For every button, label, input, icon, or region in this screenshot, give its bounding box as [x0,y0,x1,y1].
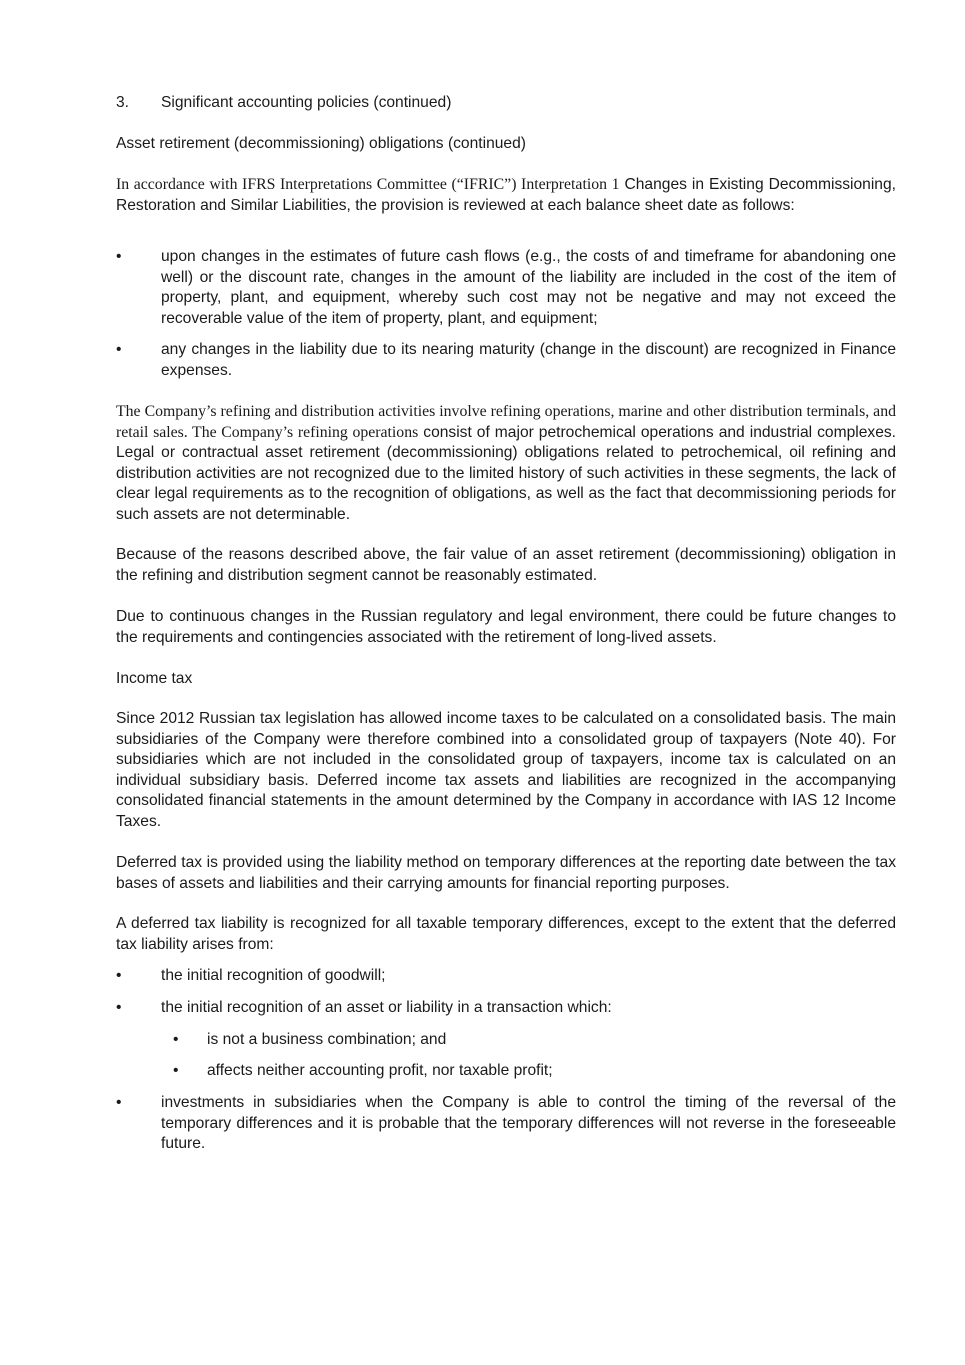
aro-heading: Asset retirement (decommissioning) obligations (continued) [116,135,526,152]
aro-bullet-1-text: upon changes in the estimates of future cash flows (e.g., the costs of and timeframe for abandoning one well) or the discount rate, changes in the amount of the liability are included in the cost of the item of property, plant, and equipment, whereby such cost may not be negative and may not exceed the recoverable value of the item of property, plant, and equipment; [161,248,896,327]
income-tax-paragraph-1: Since 2012 Russian tax legislation has allowed income taxes to be calculated on a consolidated basis. The main subsidiaries of the Company were therefore combined into a consolidated group of taxpayers (Note 40). For subsidiaries which are not included in the consolidated group of taxpayers, income tax is calculated on an individual subsidiary basis. Deferred income tax assets and liabilities are recognized in the accompanying consolidated financial statements in the amount determined by the Company in accordance with IAS 12 Income Taxes. [116,710,896,830]
income-tax-bullet-1-text: the initial recognition of goodwill; [161,967,386,984]
section-title: Significant accounting policies (continued) [161,94,452,111]
income-tax-heading: Income tax [116,670,193,687]
aro-refining-paragraph [116,402,896,525]
income-tax-paragraph-3: A deferred tax liability is recognized for all taxable temporary differences, except to the extent that the deferred tax liability arises from: [116,915,896,953]
aro-intro-serif-text: In accordance with IFRS Interpretations Committee (“IFRIC”) Interpretation 1 [116,176,620,193]
aro-refining-serif-text: The Company’s refining and distribution activities involve refining operations, marine and other distribution terminals, and retail sales. The Company’s refining operations [116,403,896,441]
section-number: 3. [116,94,130,111]
bullet-dot: • [116,967,122,984]
aro-fair-value-paragraph: Because of the reasons described above, the fair value of an asset retirement (decommissioning) obligation in the refining and distribution segment cannot be reasonably estimated. [116,546,896,584]
aro-regulatory-paragraph: Due to continuous changes in the Russian regulatory and legal environment, there could be future changes to the requirements and contingencies associated with the retirement of long-lived assets. [116,608,896,646]
bullet-dot: • [116,999,122,1016]
income-tax-paragraph-2: Deferred tax is provided using the liability method on temporary differences at the reporting date between the tax bases of assets and liabilities and their carrying amounts for financial reporting purposes. [116,854,896,892]
income-tax-bullet-2-text: the initial recognition of an asset or liability in a transaction which: [161,999,612,1016]
income-tax-sub-bullet-2-text: affects neither accounting profit, nor taxable profit; [207,1062,553,1079]
bullet-dot: • [173,1031,179,1048]
bullet-dot: • [116,1094,122,1111]
aro-refining-rest-text: consist of major petrochemical operations and industrial complexes. Legal or contractual asset retirement (decommissioning) obligations related to petrochemical, oil refining and distribution activities are not recognized due to the limited history of such activities in these segments, the lack of clear legal requirements as to the recognition of obligations, as well as the fact that decommissioning periods for such assets are not determinable. [116,423,897,523]
bullet-dot: • [116,341,122,358]
bullet-dot: • [173,1062,179,1079]
aro-bullet-2-text: any changes in the liability due to its nearing maturity (change in the discount) are recognized in Finance expenses. [161,341,896,379]
aro-intro-paragraph [116,175,896,216]
aro-intro-rest-text: Changes in Existing Decommissioning, Restoration and Similar Liabilities, the provision is reviewed at each balance sheet date as follows: [116,176,896,214]
income-tax-sub-bullet-1-text: is not a business combination; and [207,1031,447,1048]
bullet-dot: • [116,248,122,265]
income-tax-bullet-3-text: investments in subsidiaries when the Company is able to control the timing of the reversal of the temporary differences and it is probable that the temporary differences will not reverse in the foreseeable future. [161,1094,896,1152]
